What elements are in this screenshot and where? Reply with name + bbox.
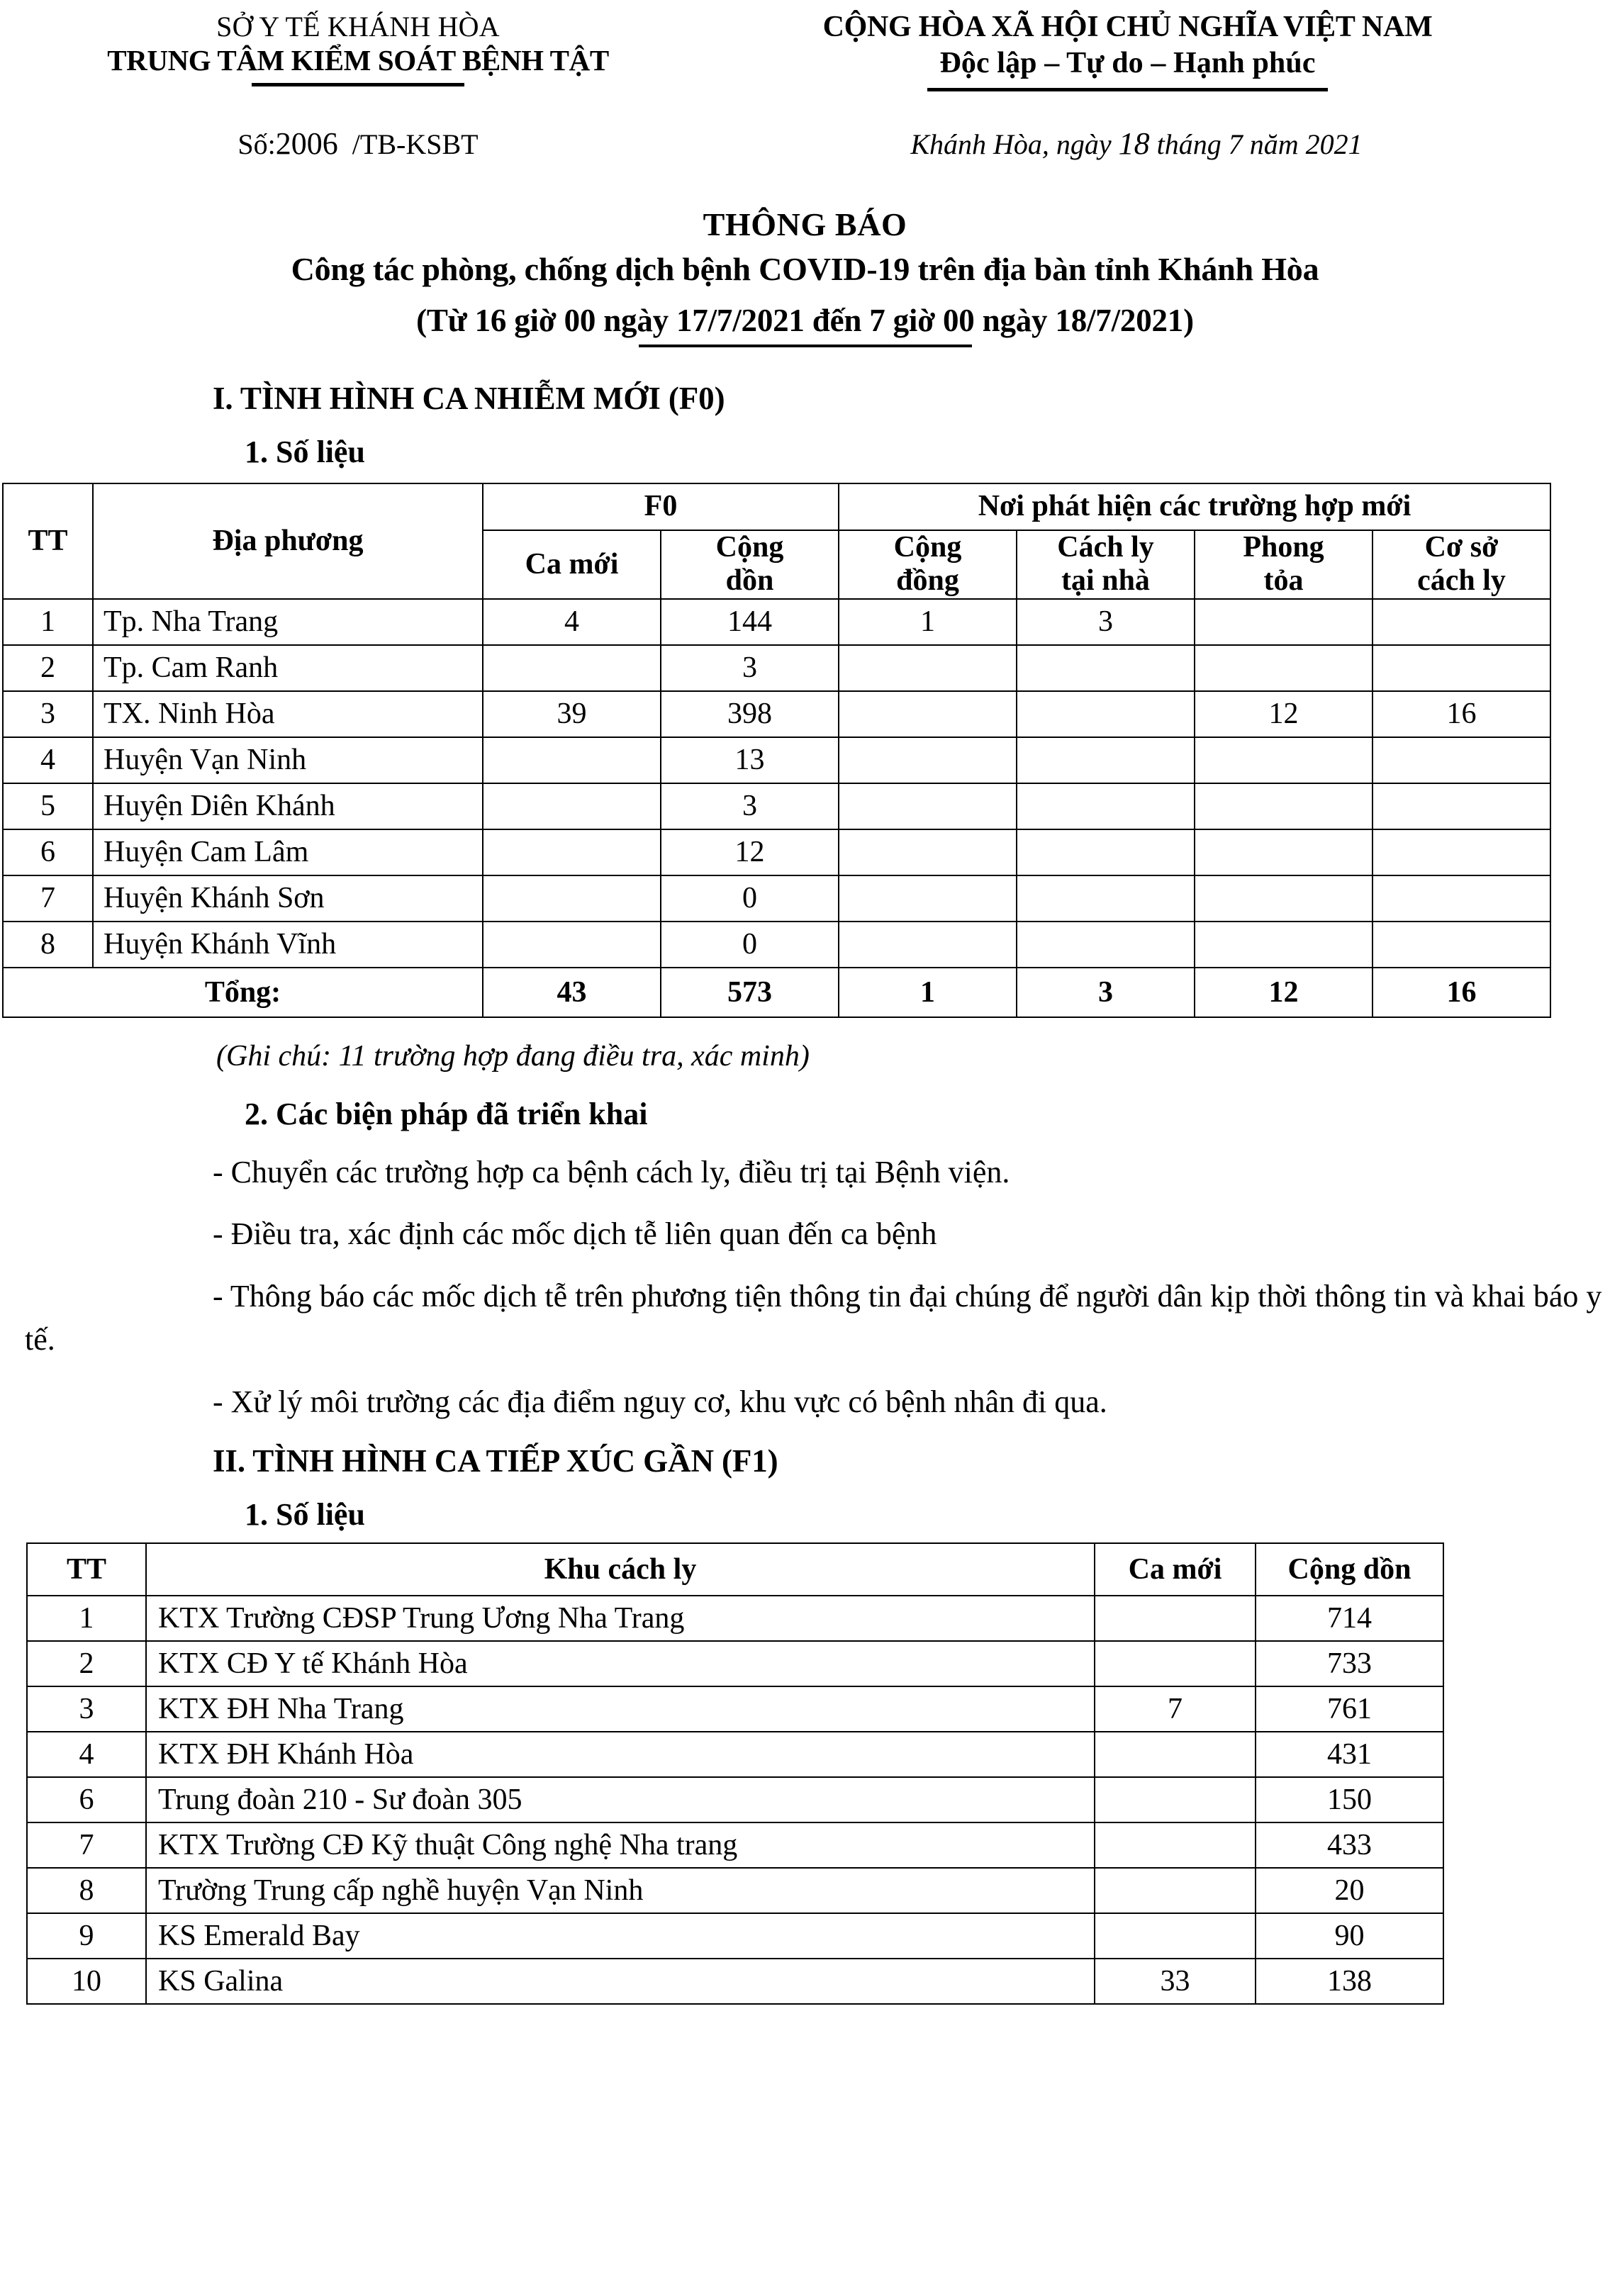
header-home-quarantine-line2: tại nhà — [1061, 564, 1150, 598]
row-zone-name: KTX CĐ Y tế Khánh Hòa — [146, 1641, 1095, 1686]
row-index: 2 — [3, 645, 93, 691]
f1-quarantine-table — [26, 1542, 1444, 2005]
header-f0-group: F0 — [483, 483, 839, 530]
section-heading-3: II. TÌNH HÌNH CA TIẾP XÚC GẦN (F1) — [213, 1443, 778, 1479]
table-row — [27, 1913, 1443, 1959]
investigation-note: (Ghi chú: 11 trường hợp đang điều tra, xác minh) — [216, 1039, 810, 1073]
row-home-quarantine — [1017, 783, 1195, 829]
total-cumulative: 573 — [661, 968, 839, 1017]
row-cumulative: 3 — [661, 783, 839, 829]
document-meta-line — [0, 125, 1610, 162]
f0-total-row — [3, 968, 1550, 1017]
header-cumulative — [661, 530, 839, 599]
date-day: 18 — [1118, 125, 1150, 161]
row-index: 4 — [27, 1732, 146, 1777]
report-time-range: (Từ 16 giờ 00 ngày 17/7/2021 đến 7 giờ 00 ngày 18/7/2021) — [416, 302, 1194, 338]
org-parent-name: SỞ Y TẾ KHÁNH HÒA — [216, 11, 500, 43]
row-lockdown — [1195, 645, 1373, 691]
row-new-cases — [483, 829, 661, 875]
row-lockdown — [1195, 599, 1373, 645]
row-cumulative: 90 — [1256, 1913, 1443, 1959]
document-number-prefix: Số: — [237, 128, 276, 160]
row-cumulative: 761 — [1256, 1686, 1443, 1732]
row-index: 6 — [27, 1777, 146, 1822]
row-cumulative: 20 — [1256, 1868, 1443, 1913]
row-home-quarantine — [1017, 875, 1195, 922]
org-underline-rule — [252, 83, 464, 86]
row-cumulative: 3 — [661, 645, 839, 691]
header-new-cases: Ca mới — [483, 530, 661, 599]
measures-list — [0, 1150, 1610, 1424]
total-community: 1 — [839, 968, 1017, 1017]
table-row — [27, 1959, 1443, 2004]
row-lockdown: 12 — [1195, 691, 1373, 737]
row-locality: Tp. Cam Ranh — [93, 645, 483, 691]
header-cumulative-line1: Cộng — [715, 530, 784, 564]
row-zone-name: KTX Trường CĐ Kỹ thuật Công nghệ Nha trang — [146, 1822, 1095, 1868]
table-row — [3, 599, 1550, 645]
row-index: 6 — [3, 829, 93, 875]
row-index: 8 — [3, 922, 93, 968]
header-home-quarantine — [1017, 530, 1195, 599]
document-subtitle: Công tác phòng, chống dịch bệnh COVID-19 trên địa bàn tỉnh Khánh Hòa — [291, 250, 1319, 287]
row-new-cases — [483, 737, 661, 783]
section-heading-2: 2. Các biện pháp đã triển khai — [245, 1096, 648, 1131]
row-home-quarantine: 3 — [1017, 599, 1195, 645]
document-number-value: 2006 — [275, 125, 338, 161]
row-community — [839, 829, 1017, 875]
row-zone-name: KTX Trường CĐSP Trung Ương Nha Trang — [146, 1596, 1095, 1641]
header-tt: TT — [3, 483, 93, 599]
header-lockdown-line2: tỏa — [1263, 564, 1304, 598]
row-quarantine-facility — [1373, 922, 1550, 968]
table-row — [27, 1868, 1443, 1913]
row-lockdown — [1195, 783, 1373, 829]
title-block — [0, 206, 1610, 339]
table-row — [27, 1732, 1443, 1777]
f1-table-head — [27, 1543, 1443, 1596]
row-new-cases — [1095, 1822, 1256, 1868]
total-home-quarantine: 3 — [1017, 968, 1195, 1017]
header-quarantine-zone: Khu cách ly — [146, 1543, 1095, 1596]
document-number-suffix: /TB-KSBT — [352, 128, 479, 160]
row-home-quarantine — [1017, 922, 1195, 968]
measure-item: - Chuyển các trường hợp ca bệnh cách ly, điều trị tại Bệnh viện. — [213, 1154, 1010, 1189]
row-cumulative: 144 — [661, 599, 839, 645]
row-home-quarantine — [1017, 645, 1195, 691]
letterhead — [0, 0, 1610, 91]
header-quarantine-facility-line1: Cơ sở — [1424, 530, 1499, 564]
row-cumulative: 150 — [1256, 1777, 1443, 1822]
row-quarantine-facility — [1373, 875, 1550, 922]
table-row — [27, 1777, 1443, 1822]
row-new-cases — [483, 922, 661, 968]
row-index: 7 — [3, 875, 93, 922]
row-cumulative: 138 — [1256, 1959, 1443, 2004]
row-new-cases — [1095, 1732, 1256, 1777]
measure-item: - Xử lý môi trường các địa điểm nguy cơ, khu vực có bệnh nhân đi qua. — [213, 1384, 1107, 1420]
row-community — [839, 922, 1017, 968]
row-new-cases — [1095, 1777, 1256, 1822]
row-index: 5 — [3, 783, 93, 829]
row-cumulative: 433 — [1256, 1822, 1443, 1868]
row-zone-name: KTX ĐH Khánh Hòa — [146, 1732, 1095, 1777]
row-locality: Huyện Khánh Vĩnh — [93, 922, 483, 968]
row-community — [839, 737, 1017, 783]
header-home-quarantine-line1: Cách ly — [1057, 530, 1154, 564]
place-date-block — [716, 125, 1610, 162]
row-cumulative: 12 — [661, 829, 839, 875]
header-locality: Địa phương — [93, 483, 483, 599]
row-index: 2 — [27, 1641, 146, 1686]
row-quarantine-facility — [1373, 829, 1550, 875]
header-lockdown — [1195, 530, 1373, 599]
document-type-title: THÔNG BÁO — [703, 206, 907, 242]
row-new-cases: 4 — [483, 599, 661, 645]
row-lockdown — [1195, 829, 1373, 875]
row-home-quarantine — [1017, 691, 1195, 737]
row-index: 3 — [3, 691, 93, 737]
f1-table-body — [27, 1596, 1443, 2004]
table-row — [27, 1641, 1443, 1686]
total-quarantine-facility: 16 — [1373, 968, 1550, 1017]
section-heading-1: I. TÌNH HÌNH CA NHIỄM MỚI (F0) — [213, 380, 725, 416]
row-zone-name: KS Galina — [146, 1959, 1095, 2004]
row-home-quarantine — [1017, 737, 1195, 783]
f0-table-head — [3, 483, 1550, 599]
row-index: 10 — [27, 1959, 146, 2004]
row-zone-name: Trung đoàn 210 - Sư đoàn 305 — [146, 1777, 1095, 1822]
row-locality: Tp. Nha Trang — [93, 599, 483, 645]
row-lockdown — [1195, 922, 1373, 968]
row-community — [839, 645, 1017, 691]
table-row — [3, 645, 1550, 691]
table-row — [27, 1596, 1443, 1641]
header-lockdown-line1: Phong — [1243, 530, 1324, 564]
row-community: 1 — [839, 599, 1017, 645]
place-date-prefix: Khánh Hòa, ngày — [910, 128, 1112, 160]
row-index: 4 — [3, 737, 93, 783]
f0-table-foot — [3, 968, 1550, 1017]
total-new-cases: 43 — [483, 968, 661, 1017]
row-locality: Huyện Khánh Sơn — [93, 875, 483, 922]
row-cumulative: 0 — [661, 875, 839, 922]
header-cumulative-line2: dồn — [725, 564, 774, 598]
header-community-line2: đồng — [896, 564, 959, 598]
table-row — [3, 922, 1550, 968]
row-home-quarantine — [1017, 829, 1195, 875]
total-label: Tổng: — [3, 968, 483, 1017]
row-new-cases — [1095, 1913, 1256, 1959]
row-quarantine-facility — [1373, 737, 1550, 783]
row-locality: Huyện Cam Lâm — [93, 829, 483, 875]
row-new-cases — [483, 645, 661, 691]
measure-item: - Thông báo các mốc dịch tễ trên phương tiện thông tin đại chúng để người dân kịp thời thông tin và khai báo y tế. — [25, 1278, 1602, 1357]
row-new-cases — [483, 783, 661, 829]
table-row — [3, 829, 1550, 875]
row-new-cases: 7 — [1095, 1686, 1256, 1732]
row-community — [839, 691, 1017, 737]
row-new-cases: 39 — [483, 691, 661, 737]
row-index: 7 — [27, 1822, 146, 1868]
row-index: 1 — [3, 599, 93, 645]
row-cumulative: 733 — [1256, 1641, 1443, 1686]
document-number-block — [0, 125, 716, 162]
header-quarantine-facility — [1373, 530, 1550, 599]
table-row — [3, 875, 1550, 922]
f0-table-body — [3, 599, 1550, 968]
national-motto — [716, 10, 1610, 91]
section-subheading-1: 1. Số liệu — [245, 434, 365, 469]
row-index: 3 — [27, 1686, 146, 1732]
motto-underline-rule — [927, 88, 1328, 91]
row-index: 1 — [27, 1596, 146, 1641]
country-name: CỘNG HÒA XÃ HỘI CHỦ NGHĨA VIỆT NAM — [822, 11, 1433, 43]
row-community — [839, 783, 1017, 829]
row-index: 9 — [27, 1913, 146, 1959]
table-row — [3, 691, 1550, 737]
f0-statistics-table — [2, 483, 1551, 1018]
header-community — [839, 530, 1017, 599]
header-community-line1: Cộng — [893, 530, 962, 564]
row-community — [839, 875, 1017, 922]
row-new-cases — [1095, 1641, 1256, 1686]
row-lockdown — [1195, 875, 1373, 922]
row-quarantine-facility: 16 — [1373, 691, 1550, 737]
motto-text: Độc lập – Tự do – Hạnh phúc — [939, 46, 1316, 79]
row-cumulative: 0 — [661, 922, 839, 968]
place-date-suffix: tháng 7 năm 2021 — [1156, 128, 1363, 160]
row-zone-name: KS Emerald Bay — [146, 1913, 1095, 1959]
row-new-cases — [1095, 1868, 1256, 1913]
f1-header-row — [27, 1543, 1443, 1596]
row-locality: TX. Ninh Hòa — [93, 691, 483, 737]
row-locality: Huyện Diên Khánh — [93, 783, 483, 829]
measure-item: - Điều tra, xác định các mốc dịch tễ liên quan đến ca bệnh — [213, 1216, 937, 1252]
table-row — [3, 783, 1550, 829]
org-name: TRUNG TÂM KIỂM SOÁT BỆNH TẬT — [107, 44, 609, 77]
row-cumulative: 714 — [1256, 1596, 1443, 1641]
row-zone-name: KTX ĐH Nha Trang — [146, 1686, 1095, 1732]
row-cumulative: 431 — [1256, 1732, 1443, 1777]
table-row — [27, 1822, 1443, 1868]
row-index: 8 — [27, 1868, 146, 1913]
header-quarantine-facility-line2: cách ly — [1417, 564, 1506, 598]
row-locality: Huyện Vạn Ninh — [93, 737, 483, 783]
row-cumulative: 398 — [661, 691, 839, 737]
row-quarantine-facility — [1373, 783, 1550, 829]
issuing-organization — [0, 10, 716, 91]
row-new-cases — [1095, 1596, 1256, 1641]
f0-header-row-1 — [3, 483, 1550, 530]
table-row — [27, 1686, 1443, 1732]
row-new-cases: 33 — [1095, 1959, 1256, 2004]
row-zone-name: Trường Trung cấp nghề huyện Vạn Ninh — [146, 1868, 1095, 1913]
header-f1-cumulative: Cộng dồn — [1256, 1543, 1443, 1596]
row-quarantine-facility — [1373, 645, 1550, 691]
table-row — [3, 737, 1550, 783]
row-new-cases — [483, 875, 661, 922]
header-detection-group: Nơi phát hiện các trường hợp mới — [839, 483, 1550, 530]
header-f1-tt: TT — [27, 1543, 146, 1596]
total-lockdown: 12 — [1195, 968, 1373, 1017]
row-cumulative: 13 — [661, 737, 839, 783]
section-subheading-3: 1. Số liệu — [245, 1496, 365, 1532]
row-quarantine-facility — [1373, 599, 1550, 645]
header-f1-new-cases: Ca mới — [1095, 1543, 1256, 1596]
row-lockdown — [1195, 737, 1373, 783]
